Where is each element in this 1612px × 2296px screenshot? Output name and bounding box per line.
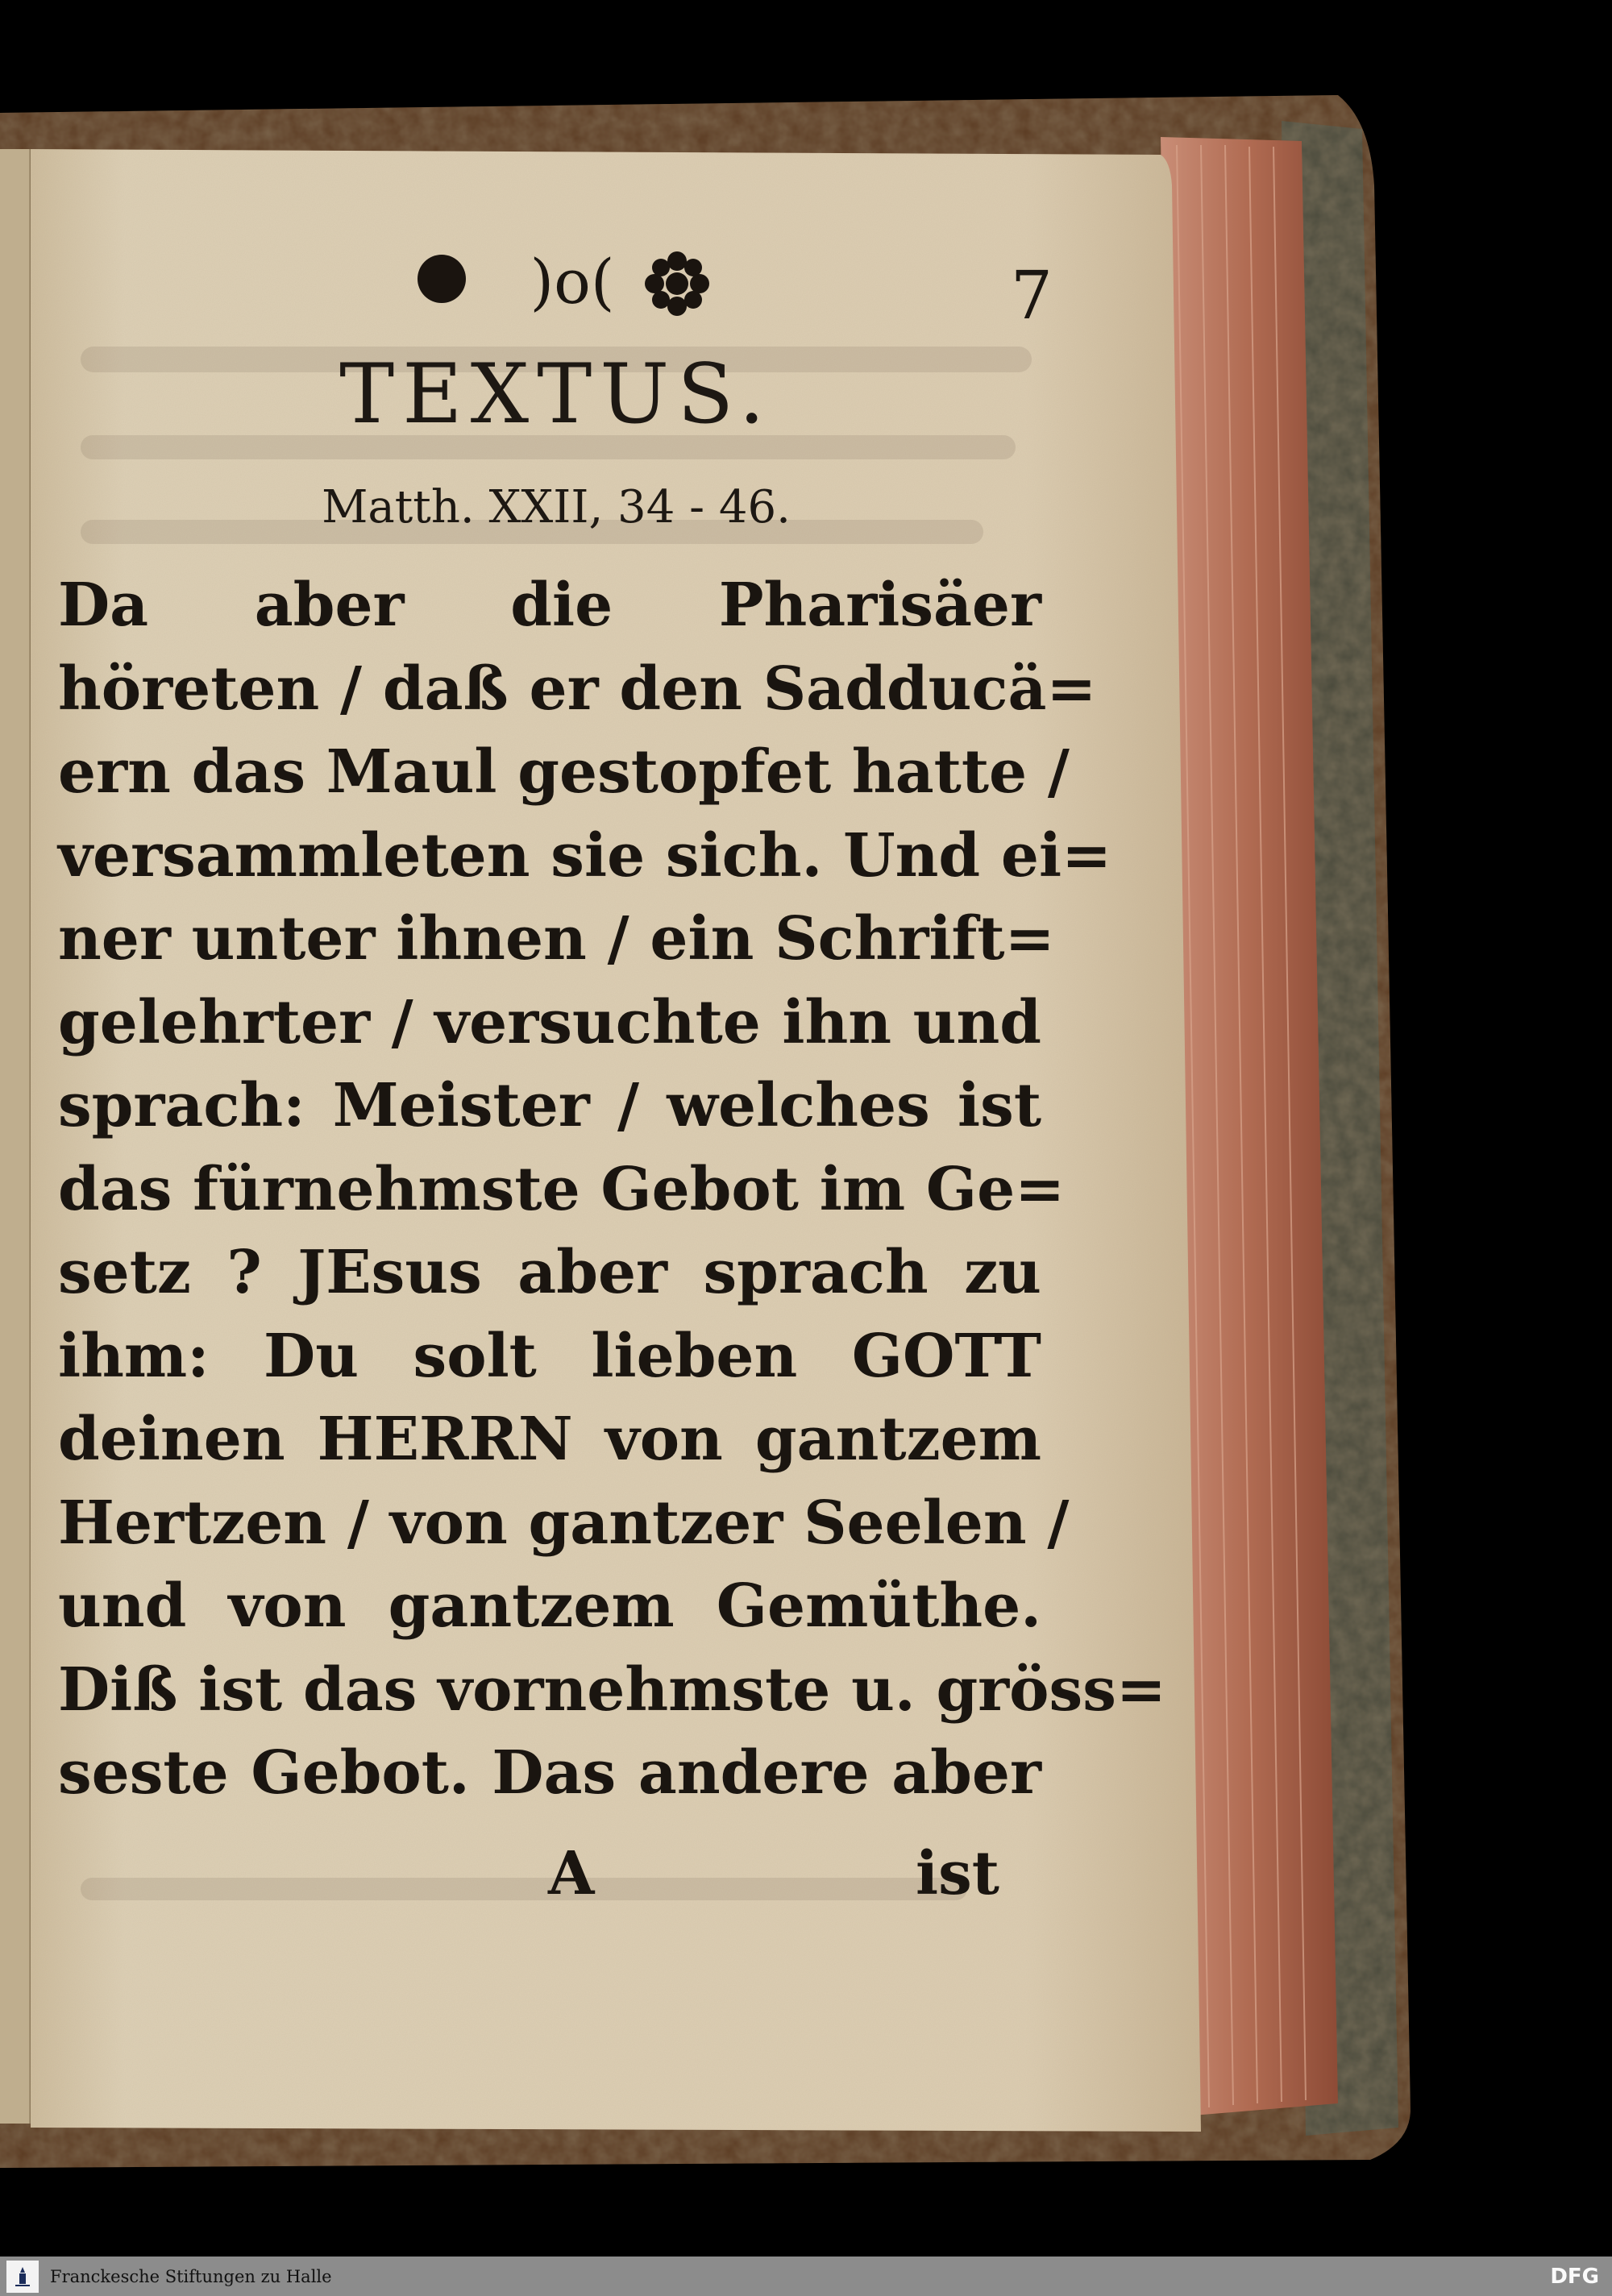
dfg-logo: DFG: [1550, 2264, 1599, 2289]
text-line: sprach: Meister / welches ist: [58, 1071, 1041, 1140]
signature-mark: A: [548, 1839, 595, 1908]
text-line: seste Gebot. Das andere aber: [58, 1738, 1041, 1808]
text-line: Hertzen / von gantzer Seelen /: [58, 1488, 1070, 1558]
footer-bar: [0, 2257, 1612, 2296]
text-line: deinen HERRN von gantzem: [58, 1405, 1041, 1474]
text-line: und von gantzem Gemüthe.: [58, 1571, 1041, 1641]
text-line: ern das Maul gestopfet hatte /: [58, 737, 1070, 807]
institution-logo-icon: [6, 2261, 39, 2293]
header-ornament: [387, 242, 758, 322]
text-line: ihm: Du solt lieben GOTT: [58, 1321, 1041, 1391]
ornament-middle: )o(: [530, 246, 615, 318]
text-line: gelehrter / versuchte ihn und: [58, 987, 1041, 1057]
text-line: ner unter ihnen / ein Schrift=: [58, 904, 1055, 974]
scripture-reference: Matth. XXII, 34 - 46.: [322, 481, 791, 534]
signature-line: [500, 1829, 999, 1918]
text-line: höreten / daß er den Sadducä=: [58, 654, 1097, 724]
institution-name: Franckesche Stiftungen zu Halle: [50, 2266, 332, 2286]
page-number: 7: [1010, 258, 1053, 334]
text-line: Da aber die Pharisäer: [58, 571, 1041, 640]
text-line: Diß ist das vornehmste u. gröss=: [58, 1655, 1166, 1725]
body-text: [58, 564, 1166, 1816]
text-line: setz ? JEsus aber sprach zu: [58, 1238, 1041, 1307]
page-heading: TEXTUS.: [339, 347, 773, 442]
catchword: ist: [916, 1839, 999, 1908]
text-line: das fürnehmste Gebot im Ge=: [58, 1154, 1066, 1224]
text-line: versammleten sie sich. Und ei=: [58, 820, 1112, 891]
